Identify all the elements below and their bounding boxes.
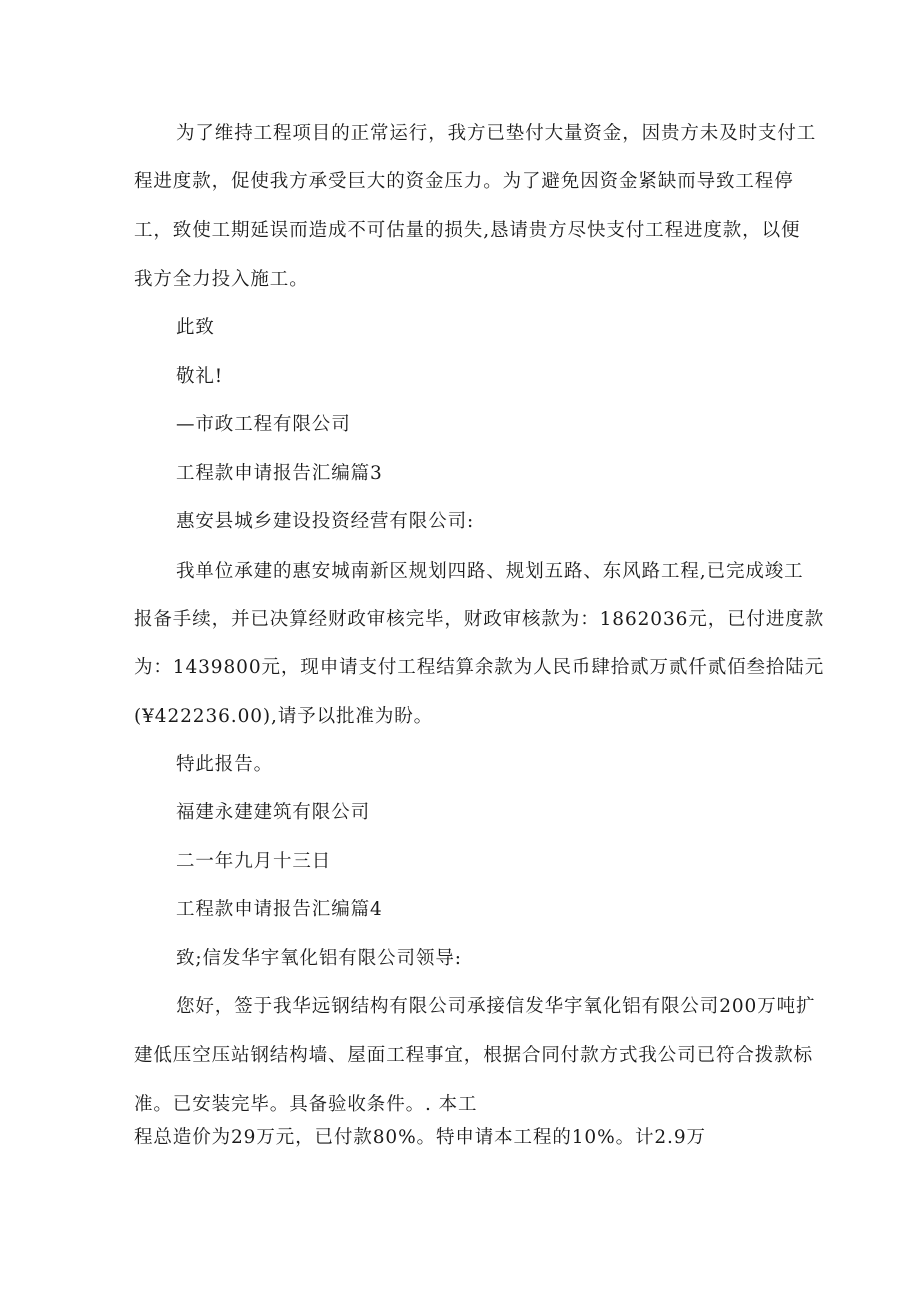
body-line-4-4: 程总造价为29万元，已付款80%。特申请本工程的10%。计2.9万 [134, 1127, 706, 1148]
body-line-3-2: 报备手续，并已决算经财政审核完毕，财政审核款为：1862036元，已付进度款 [134, 609, 825, 630]
signer-line-3: 福建永建建筑有限公司 [176, 802, 371, 823]
body-line-3-1: 我单位承建的惠安城南新区规划四路、规划五路、东风路工程,已完成竣工 [176, 561, 804, 582]
salutation-line: 敬礼! [176, 366, 224, 387]
intro-line-3: 工，致使工期延误而造成不可估量的损失,恳请贵方尽快支付工程进度款，以便 [134, 220, 801, 241]
signer-line: —市政工程有限公司 [176, 414, 351, 435]
intro-line-4: 我方全力投入施工。 [134, 269, 309, 290]
closing-line-3: 特此报告。 [176, 754, 274, 775]
body-line-3-4: (¥422236.00),请予以批准为盼。 [134, 706, 434, 727]
date-line-3: 二一年九月十三日 [176, 851, 332, 872]
recipient-line-3: 惠安县城乡建设投资经营有限公司: [176, 511, 475, 532]
closing-line: 此致 [176, 317, 215, 338]
section-heading-3: 工程款申请报告汇编篇3 [176, 463, 383, 484]
intro-line-2: 程进度款，促使我方承受巨大的资金压力。为了避免因资金紧缺而导致工程停 [134, 171, 794, 192]
body-line-4-1: 您好，签于我华远钢结构有限公司承接信发华宇氧化铝有限公司200万吨扩 [176, 996, 816, 1017]
body-line-4-3: 准。已安装完毕。具备验收条件。. 本工 [134, 1094, 478, 1115]
body-line-4-2: 建低压空压站钢结构墙、屋面工程事宜，根据合同付款方式我公司已符合拨款标 [134, 1045, 814, 1066]
section-heading-4: 工程款申请报告汇编篇4 [176, 899, 383, 920]
intro-line-1: 为了维持工程项目的正常运行，我方已垫付大量资金，因贵方未及时支付工 [176, 123, 817, 144]
recipient-line-4: 致;信发华宇氧化铝有限公司领导: [176, 948, 462, 969]
body-line-3-3: 为：1439800元，现申请支付工程结算余款为人民币肆拾贰万贰仟贰佰叁拾陆元 [134, 657, 825, 678]
